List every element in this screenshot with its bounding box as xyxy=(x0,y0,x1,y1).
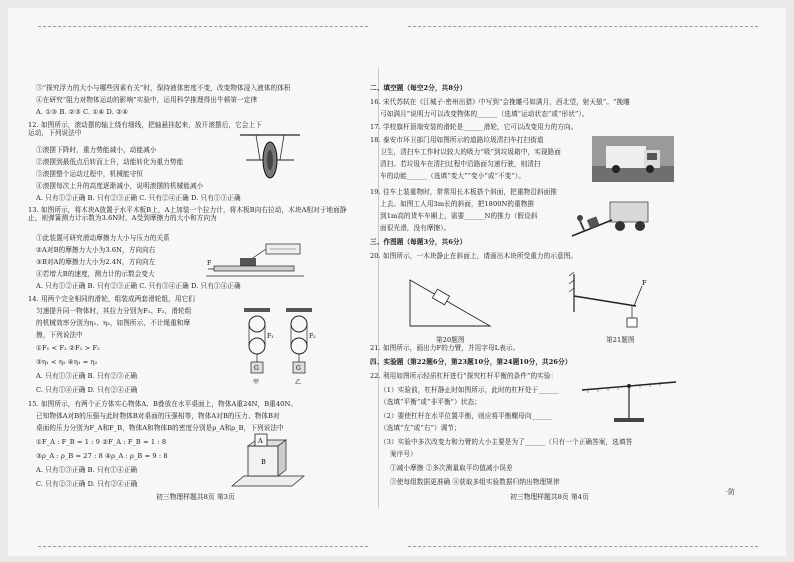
figure-jia-label: 甲 xyxy=(253,379,260,386)
figure-yi-label: 乙 xyxy=(295,379,302,386)
q18-line-2: 卫生，清扫车工作时以较大的吸力“吸”到垃圾箱中，实现路面 xyxy=(380,148,561,156)
q15-stem-3: 桌面的压力分别为F_A和F_B，物体A和物体B的密度分别是ρ_A和ρ_B，下列说法中 xyxy=(36,424,284,432)
section-2-header: 二、填空题（每空2分，共8分） xyxy=(370,84,467,92)
q14-stem-3: 的机械效率分别为η₁、η₂，如图所示，不计绳重和摩 xyxy=(36,319,191,327)
q13-item-4: ④若增大B的速度，测力计的示数会变大 xyxy=(36,270,155,278)
q14-items-34: ③η₁ < η₂ ④η₁ = η₂ xyxy=(36,358,98,366)
top-dash-left xyxy=(38,26,368,28)
q15-choices-cd: C. 只有②③正确 D. 只有②④正确 xyxy=(36,480,138,488)
q12-item-4: ④滚摆每次上升的高度逐渐减小，说明滚摆的机械能减小 xyxy=(36,182,204,190)
balance-lever-figure xyxy=(574,376,684,424)
q17: 17. 学校旗杆顶端安装的滑轮是______滑轮，它可以改变用力的方向。 xyxy=(370,123,578,131)
q12-item-2: ②滚摆到最低点后转而上升，动能转化为重力势能 xyxy=(36,158,184,166)
q11-option-4: ④在研究“阻力对物体运动的影响”实验中，运用科学推理得出牛顿第一定律 xyxy=(36,96,258,104)
q13-stem: 13. 如图所示，将木块A放置于水平木板B上，A上加装一个拉力计，将木板B向右拉动，木块A相对于地面静止，则弹簧测力计示数为3.6N时，A受到摩擦力的大小和方向为 xyxy=(28,206,347,222)
section-3-header: 三、作图题（每题3分，共6分） xyxy=(370,238,467,246)
top-dash-right xyxy=(408,26,758,28)
corner-mark: ·防 xyxy=(726,488,735,496)
figure-21-caption: 第21题图 xyxy=(606,336,635,344)
q15-stem-2: 已知物体A对B的压强与此时物体B对桌面的压强相等，物体A对B的压力、物体B对 xyxy=(36,412,280,420)
left-page-footer: 初三物理样题共8页 第3页 xyxy=(156,493,235,501)
q22-stem: 22. 利用如图所示轻质杠杆进行“探究杠杆平衡的条件”的实验： xyxy=(370,372,558,380)
stacked-blocks-figure xyxy=(230,426,310,492)
friction-figure xyxy=(206,240,306,282)
exam-sheet xyxy=(8,8,786,556)
q22-part-3b: 案序号） xyxy=(390,450,417,458)
q22-part-1b: （选填“平衡”或“非平衡”）状态； xyxy=(380,398,481,406)
ramp-workers-figure xyxy=(568,196,650,240)
q12-item-1: ①滚摆下降时，重力势能减小，动能减小 xyxy=(36,146,157,154)
q14-choices-ab: A. 只有①③正确 B. 只有②③正确 xyxy=(36,372,138,380)
q14-stem-4: 擦，下列说法中 xyxy=(36,331,83,339)
q13-item-2: ②A对B的摩擦力大小为3.6N，方向向右 xyxy=(36,246,156,254)
q16-line-2: 弓如满月”说明力可以改变物体的______（选填“运动状态”或“形状”）。 xyxy=(380,110,589,118)
q18-line-3: 清扫。若垃圾车在清扫过程中沿路面匀速行驶，则清扫 xyxy=(380,160,541,168)
q15-items-12: ①F_A : F_B = 1 : 9 ②F_A : F_B = 1 : 8 xyxy=(36,438,167,446)
lever-force-figure xyxy=(566,270,652,334)
q13-item-3: ③B对A的摩擦力大小为2.4N，方向向左 xyxy=(36,258,156,266)
q12-stem: 12. 如图所示，滚动摆的轴上绕有细线，把轴悬挂起来，放开滚摆后，它会上下运动，下列说法中 xyxy=(28,121,262,137)
q22-part-2: （2）要使杠杆在水平位置平衡，则应将平衡螺母向______ xyxy=(380,412,552,420)
q18-line-1: 18. 泰安市环卫部门用如图所示的道路垃圾清扫车打扫街道 xyxy=(370,136,544,144)
q20: 20. 如图所示，一木块静止在斜面上，请画出木块所受重力的示意图。 xyxy=(370,252,578,260)
block-b-label: B xyxy=(261,458,266,466)
yoyo-figure xyxy=(236,132,304,182)
q22-part-2b: （选填“左”或“右”）调节； xyxy=(380,424,461,432)
q19-line-3: 到1m高的货车车厢上，需要______N的推力（假设斜 xyxy=(380,212,538,220)
q12-choices: A. 只有①②正确 B. 只有②③正确 C. 只有②④正确 D. 只有①③正确 xyxy=(36,194,241,202)
pulley-figure xyxy=(238,306,318,388)
q14-choices-cd: C. 只有①④正确 D. 只有②④正确 xyxy=(36,386,138,394)
q19-line-1: 19. 往车上装重物时，常常用长木板搭个斜面，把重物沿斜面推 xyxy=(370,188,558,196)
street-sweeper-photo xyxy=(592,136,674,182)
force-f-label: F xyxy=(642,279,647,287)
q16-line-1: 16. 宋代苏轼在《江城子·密州出猎》中写到“会挽雕弓如满月，西北望，射天狼”。“挽雕 xyxy=(370,98,630,106)
q11-option-3: ③“探究浮力的大小与哪些因素有关”时，保持液体密度不变，改变物体浸入液体的体积 xyxy=(36,84,291,92)
figure-20-caption: 第20题图 xyxy=(436,336,465,344)
q13-item-1: ①此装置可研究滑动摩擦力大小与压力的关系 xyxy=(36,234,170,242)
bottom-dash-left xyxy=(38,546,368,548)
q11-choices: A. ①③ B. ②③ C. ①④ D. ②④ xyxy=(36,108,129,116)
incline-figure xyxy=(406,270,496,334)
weight-g-right: G xyxy=(296,365,301,372)
block-a-label: A xyxy=(258,437,263,445)
q18-line-4: 车的动能______（选填“变大”“变小”或“不变”）。 xyxy=(380,172,526,180)
q14-stem-1: 14. 用两个完全相同的滑轮，组装成两套滑轮组，用它们 xyxy=(28,295,195,303)
q22-part-1: （1）实验前，杠杆静止时如图所示，此时的杠杆处于______ xyxy=(380,386,559,394)
q19-line-4: 面很光滑，没有摩擦）。 xyxy=(380,224,451,232)
q15-items-34: ③ρ_A : ρ_B = 27 : 8 ④ρ_A : ρ_B = 9 : 8 xyxy=(36,452,168,460)
section-4-header: 四、实验题（第22题6分，第23题10分，第24题10分，共26分） xyxy=(370,358,572,366)
q15-stem-1: 15. 如图所示，有两个正方体实心物体A、B叠放在水平桌面上，物体A重24N，B重40N。 xyxy=(28,400,298,408)
right-page-footer: 初三物理样题共8页 第4页 xyxy=(510,493,589,501)
bottom-dash-right xyxy=(408,546,758,548)
column-divider xyxy=(378,68,379,508)
q15-choices-ab: A. 只有①③正确 B. 只有①④正确 xyxy=(36,466,138,474)
q22-options-34: ③使每组数据更准确 ④获取多组实验数据归纳出物理规律 xyxy=(390,478,560,486)
q13-choices: A. 只有①②正确 B. 只有②③正确 C. 只有③④正确 D. 只有①④正确 xyxy=(36,282,241,290)
q14-stem-2: 匀速提升同一物体时，其拉力分别为F₁、F₂，滑轮组 xyxy=(36,307,192,315)
force-f2-label: F₂ xyxy=(309,333,316,340)
friction-force-label: F xyxy=(207,260,212,267)
q19-line-2: 上去。如图工人用3m长的斜面，把1800N的重物推 xyxy=(380,200,535,208)
force-f1-label: F₁ xyxy=(267,333,274,340)
weight-g-left: G xyxy=(254,365,259,372)
q21: 21. 如图所示，画出力F的力臂，并用字母L表示。 xyxy=(370,344,520,352)
q22-part-3: （3）实验中多次改变力和力臂的大小主要是为了______（只有一个正确答案，选填答 xyxy=(380,438,633,446)
q12-item-3: ③滚摆整个运动过程中，机械能守恒 xyxy=(36,170,144,178)
q14-items-12: ①F₁ < F₂ ②F₁ > F₂ xyxy=(36,344,100,352)
q22-options-12: ①减小摩擦 ②多次测量取平均值减小误差 xyxy=(390,464,513,472)
